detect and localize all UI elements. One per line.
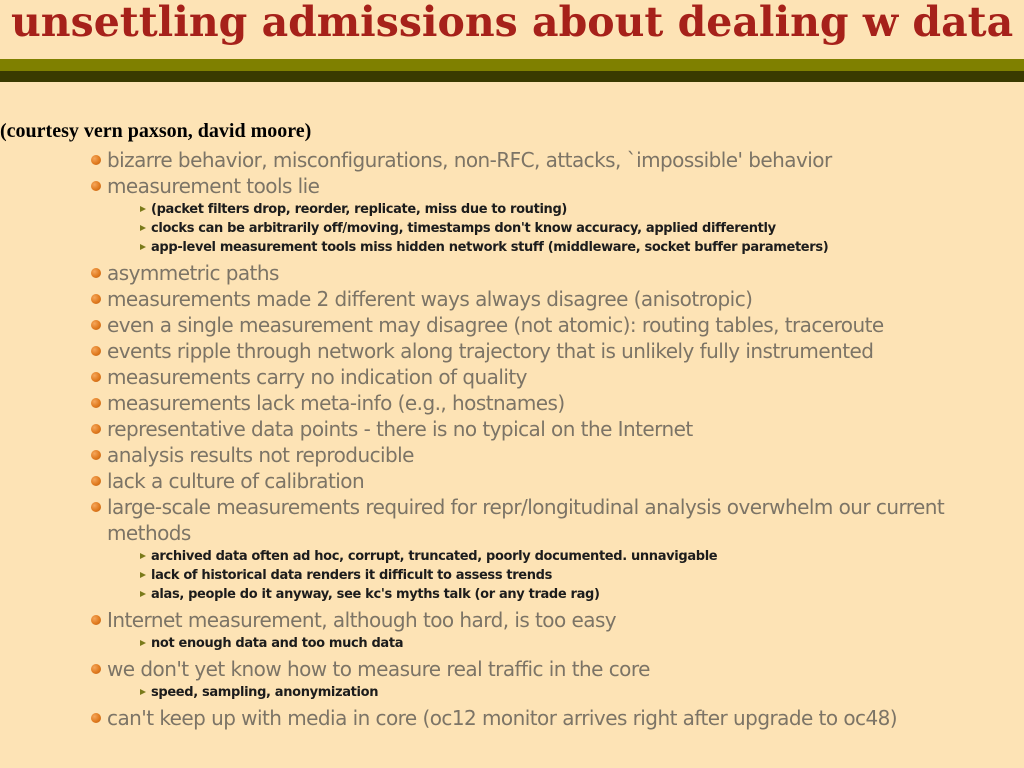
- bullet-item: [107, 147, 1007, 173]
- bullet-text: even a single measurement may disagree (not atomic): routing tables, traceroute: [107, 313, 884, 337]
- bullet-text: Internet measurement, although too hard, is too easy: [107, 608, 617, 632]
- orange-dot-icon: [91, 181, 101, 191]
- bullet-list: [107, 147, 1007, 731]
- slide-title: unsettling admissions about dealing w data: [11, 0, 1014, 46]
- bullet-text: measurements made 2 different ways always disagree (anisotropic): [107, 287, 753, 311]
- orange-dot-icon: [91, 713, 101, 723]
- bullet-item: [107, 260, 1007, 286]
- orange-dot-icon: [91, 664, 101, 674]
- sub-bullet-list: [151, 547, 1007, 604]
- bullet-item: [107, 364, 1007, 390]
- triangle-arrow-icon: [140, 640, 146, 646]
- bullet-item: [107, 468, 1007, 494]
- sub-bullet-text: not enough data and too much data: [151, 636, 404, 651]
- sub-bullet-item: [151, 585, 1007, 604]
- bullet-item: [107, 607, 1007, 653]
- sub-bullet-item: [151, 566, 1007, 585]
- sub-bullet-text: lack of historical data renders it difficult to assess trends: [151, 568, 553, 583]
- triangle-arrow-icon: [140, 206, 146, 212]
- sub-bullet-item: [151, 238, 1007, 257]
- orange-dot-icon: [91, 424, 101, 434]
- sub-bullet-list: [151, 634, 1007, 653]
- bullet-text: measurements carry no indication of quality: [107, 365, 527, 389]
- triangle-arrow-icon: [140, 572, 146, 578]
- sub-bullet-text: app-level measurement tools miss hidden network stuff (middleware, socket buffer parameters): [151, 240, 829, 255]
- bullet-item: [107, 286, 1007, 312]
- triangle-arrow-icon: [140, 244, 146, 250]
- bullet-item: [107, 705, 1007, 731]
- sub-bullet-text: clocks can be arbitrarily off/moving, timestamps don't know accuracy, applied differently: [151, 221, 776, 236]
- bullet-item: [107, 312, 1007, 338]
- triangle-arrow-icon: [140, 591, 146, 597]
- bullet-text: we don't yet know how to measure real traffic in the core: [107, 657, 650, 681]
- orange-dot-icon: [91, 615, 101, 625]
- bullet-text: analysis results not reproducible: [107, 443, 414, 467]
- orange-dot-icon: [91, 346, 101, 356]
- orange-dot-icon: [91, 372, 101, 382]
- sub-bullet-item: [151, 219, 1007, 238]
- orange-dot-icon: [91, 155, 101, 165]
- title-rule-olive: [0, 59, 1024, 71]
- bullet-text: measurement tools lie: [107, 174, 320, 198]
- bullet-item: [107, 173, 1007, 257]
- bullet-text: can't keep up with media in core (oc12 monitor arrives right after upgrade to oc48): [107, 706, 898, 730]
- orange-dot-icon: [91, 476, 101, 486]
- bullet-item: [107, 338, 1007, 364]
- triangle-arrow-icon: [140, 553, 146, 559]
- bullet-text: asymmetric paths: [107, 261, 279, 285]
- bullet-text: representative data points - there is no typical on the Internet: [107, 417, 693, 441]
- bullet-item: [107, 656, 1007, 702]
- sub-bullet-list: [151, 200, 1007, 257]
- sub-bullet-item: [151, 683, 1007, 702]
- triangle-arrow-icon: [140, 689, 146, 695]
- title-rule-dark: [0, 71, 1024, 82]
- orange-dot-icon: [91, 268, 101, 278]
- sub-bullet-item: [151, 200, 1007, 219]
- sub-bullet-text: alas, people do it anyway, see kc's myths talk (or any trade rag): [151, 587, 600, 602]
- sub-bullet-item: [151, 634, 1007, 653]
- orange-dot-icon: [91, 398, 101, 408]
- orange-dot-icon: [91, 502, 101, 512]
- orange-dot-icon: [91, 450, 101, 460]
- bullet-item: [107, 390, 1007, 416]
- bullet-text: bizarre behavior, misconfigurations, non-RFC, attacks, `impossible' behavior: [107, 148, 832, 172]
- orange-dot-icon: [91, 320, 101, 330]
- triangle-arrow-icon: [140, 225, 146, 231]
- bullet-item: [107, 416, 1007, 442]
- sub-bullet-list: [151, 683, 1007, 702]
- orange-dot-icon: [91, 294, 101, 304]
- sub-bullet-text: speed, sampling, anonymization: [151, 685, 379, 700]
- sub-bullet-item: [151, 547, 1007, 566]
- bullet-text: events ripple through network along trajectory that is unlikely fully instrumented: [107, 339, 874, 363]
- bullet-text: measurements lack meta-info (e.g., hostnames): [107, 391, 565, 415]
- bullet-text: large-scale measurements required for repr/longitudinal analysis overwhelm our current methods: [107, 495, 945, 545]
- credit-line: (courtesy vern paxson, david moore): [0, 120, 312, 142]
- sub-bullet-text: (packet filters drop, reorder, replicate, miss due to routing): [151, 202, 567, 217]
- bullet-item: [107, 442, 1007, 468]
- bullet-text: lack a culture of calibration: [107, 469, 365, 493]
- sub-bullet-text: archived data often ad hoc, corrupt, truncated, poorly documented. unnavigable: [151, 549, 718, 564]
- bullet-item: [107, 494, 1007, 604]
